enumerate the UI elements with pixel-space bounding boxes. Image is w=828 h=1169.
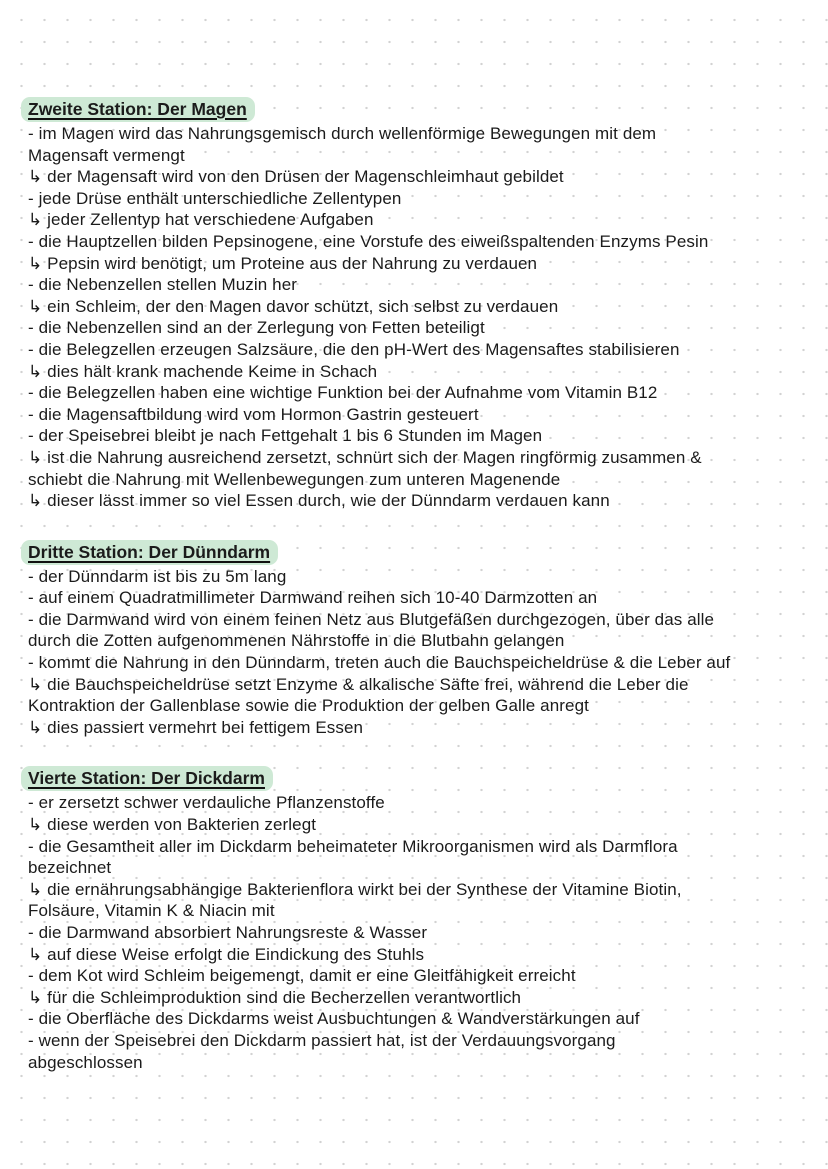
note-line: - im Magen wird das Nahrungsgemisch durch wellenförmige Bewegungen mit dem	[28, 124, 657, 143]
note-line: ↳ diese werden von Bakterien zerlegt	[28, 815, 317, 835]
note-section	[28, 766, 820, 1073]
note-line: - kommt die Nahrung in den Dünndarm, treten auch die Bauchspeicheldrüse & die Leber auf	[28, 653, 731, 673]
note-line: abgeschlossen	[28, 1052, 143, 1072]
note-line: bezeichnet	[28, 858, 112, 878]
note-line: ↳ dies hält krank machende Keime in Schach	[28, 361, 378, 381]
note-line: ↳ jeder Zellentyp hat verschiedene Aufgaben	[28, 210, 374, 230]
note-line: ↳ auf diese Weise erfolgt die Eindickung des Stuhls	[28, 944, 425, 964]
note-line: ↳ für die Schleimproduktion sind die Becherzellen verantwortlich	[28, 987, 522, 1007]
note-section	[28, 97, 820, 512]
note-line: - auf einem Quadratmillimeter Darmwand reihen sich 10-40 Darmzotten an	[28, 588, 598, 608]
note-line: - die Darmwand absorbiert Nahrungsreste & Wasser	[28, 923, 428, 942]
section-heading	[28, 97, 820, 122]
section-heading-highlight: Dritte Station: Der Dünndarm	[21, 540, 278, 565]
note-line: - die Nebenzellen stellen Muzin her	[28, 275, 298, 295]
note-line: Folsäure, Vitamin K & Niacin mit	[28, 901, 275, 921]
note-line: - die Belegzellen erzeugen Salzsäure, die den pH-Wert des Magensaftes stabilisieren	[28, 339, 680, 359]
note-line: - die Belegzellen haben eine wichtige Funktion bei der Aufnahme vom Vitamin B12	[28, 383, 658, 403]
note-line: - er zersetzt schwer verdauliche Pflanzenstoffe	[28, 793, 385, 813]
note-line: - die Oberfläche des Dickdarms weist Ausbuchtungen & Wandverstärkungen auf	[28, 1009, 640, 1029]
note-line: ↳ die Bauchspeicheldrüse setzt Enzyme & alkalische Säfte frei, während die Leber die	[28, 674, 689, 694]
note-line: - die Nebenzellen sind an der Zerlegung von Fetten beteiligt	[28, 318, 485, 338]
note-line: ↳ ist die Nahrung ausreichend zersetzt, schnürt sich der Magen ringförmig zusammen &	[28, 447, 702, 467]
section-heading-highlight: Zweite Station: Der Magen	[21, 97, 255, 122]
note-line: Kontraktion der Gallenblase sowie die Produktion der gelben Galle anregt	[28, 696, 589, 716]
note-line: - der Dünndarm ist bis zu 5m lang	[28, 566, 287, 586]
note-line: ↳ dieser lässt immer so viel Essen durch, wie der Dünndarm verdauen kann	[28, 491, 610, 511]
note-line: - die Gesamtheit aller im Dickdarm beheimateter Mikroorganismen wird als Darmflora	[28, 836, 678, 856]
section-heading	[28, 766, 820, 791]
note-line: - jede Drüse enthält unterschiedliche Zellentypen	[28, 188, 402, 208]
note-section	[28, 540, 820, 739]
section-heading	[28, 540, 820, 565]
note-line: schiebt die Nahrung mit Wellenbewegungen zum unteren Magenende	[28, 469, 561, 489]
note-line: Magensaft vermengt	[28, 145, 185, 165]
note-line: ↳ dies passiert vermehrt bei fettigem Essen	[28, 717, 364, 737]
note-line: durch die Zotten aufgenommenen Nährstoffe in die Blutbahn gelangen	[28, 631, 565, 651]
note-line: - die Magensaftbildung wird vom Hormon Gastrin gesteuert	[28, 404, 479, 424]
note-line: - dem Kot wird Schleim beigemengt, damit er eine Gleitfähigkeit erreicht	[28, 966, 576, 986]
note-line: ↳ ein Schleim, der den Magen davor schützt, sich selbst zu verdauen	[28, 296, 559, 316]
note-line: - der Speisebrei bleibt je nach Fettgehalt 1 bis 6 Stunden im Magen	[28, 426, 543, 446]
section-heading-highlight: Vierte Station: Der Dickdarm	[21, 766, 273, 791]
note-line: ↳ der Magensaft wird von den Drüsen der Magenschleimhaut gebildet	[28, 167, 564, 187]
note-line: - wenn der Speisebrei den Dickdarm passiert hat, ist der Verdauungsvorgang	[28, 1030, 616, 1050]
note-line: - die Darmwand wird von einem feinen Netz aus Blutgefäßen durchgezogen, über das alle	[28, 609, 715, 629]
note-line: ↳ Pepsin wird benötigt, um Proteine aus der Nahrung zu verdauen	[28, 253, 538, 273]
note-line: ↳ die ernährungsabhängige Bakterienflora wirkt bei der Synthese der Vitamine Biotin,	[28, 879, 682, 899]
note-line: - die Hauptzellen bilden Pepsinogene, eine Vorstufe des eiweißspaltenden Enzyms Pesin	[28, 231, 709, 251]
